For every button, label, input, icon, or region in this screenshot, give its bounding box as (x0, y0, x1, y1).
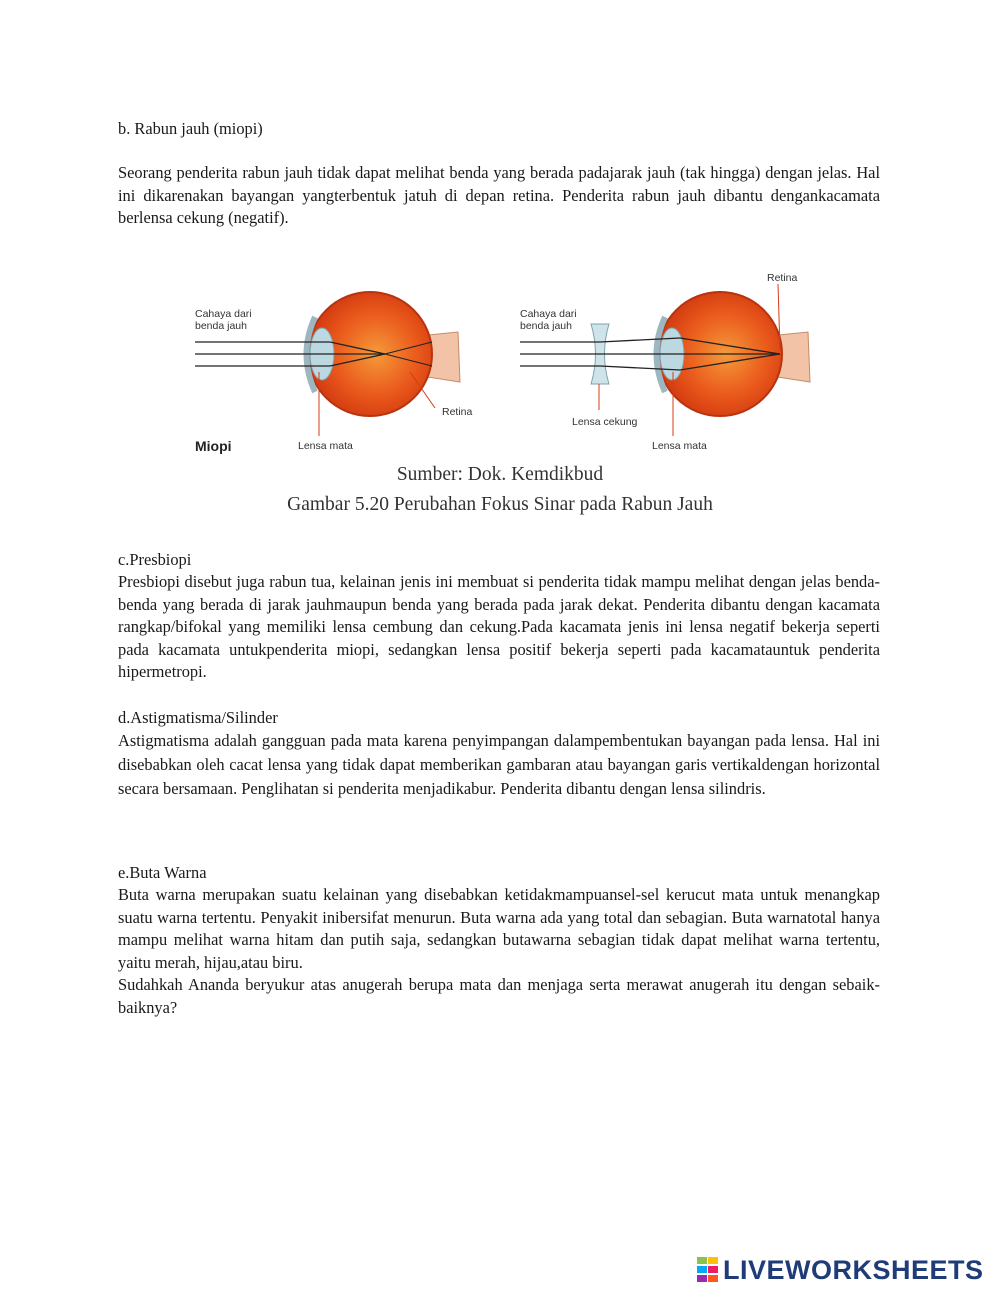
figure-source: Sumber: Dok. Kemdikbud (396, 464, 604, 485)
light-label-2: benda jauh (195, 320, 247, 332)
presbiopi-paragraph: Presbiopi disebut juga rabun tua, kelainan jenis ini membuat si penderita tidak mampu melihat dengan jelas benda-benda yang berada di jarak jauhmaupun benda yang berada pada jarak dekat. Penderita dibantu dengan kacamata rangkap/bifokal yang memiliki lensa cembung dan cekung.Pada kacamata jenis ini lensa negatif bekerja seperti pada kacamata untukpenderita miopi, sedangkan lensa positif bekerja seperti pada kacamatauntuk penderita hipermetropi. (118, 572, 880, 681)
lens-label: Lensa mata (652, 440, 707, 452)
astigmatisma-heading: d.Astigmatisma/Silinder (118, 708, 278, 727)
logo-icon (697, 1257, 719, 1283)
light-label: Cahaya dari (195, 308, 252, 320)
buta-warna-paragraph: Buta warna merupakan suatu kelainan yang disebabkan ketidakmampuansel-sel kerucut mata untuk menangkap suatu warna tertentu. Penyakit inibersifat menurun. Buta warna ada yang total dan sebagian. Buta warnatotal hanya mampu melihat warna hitam dan putih saja, sedangkan butawarna sebagian tidak dapat melihat warna tertentu, yaitu merah, hijau,atau biru. (118, 885, 880, 972)
liveworksheets-logo (697, 1255, 984, 1285)
miopi-heading: b. Rabun jauh (miopi) (118, 119, 263, 138)
buta-warna-heading: e.Buta Warna (118, 863, 207, 882)
light-label: Cahaya dari (520, 308, 577, 320)
closing-question: Sudahkah Ananda beryukur atas anugerah berupa mata dan menjaga serta merawat anugerah itu dengan sebaik-baiknya? (118, 975, 880, 1017)
figure-caption: Gambar 5.20 Perubahan Fokus Sinar pada Rabun Jauh (287, 494, 713, 515)
miopi-label: Miopi (195, 438, 232, 454)
retina-label: Retina (767, 272, 798, 284)
miopi-paragraph: Seorang penderita rabun jauh tidak dapat melihat benda yang berada padajarak jauh (tak hingga) dengan jelas. Hal ini dikarenakan bayangan yangterbentuk jatuh di depan retina. Penderita rabun jauh dibantu dengankacamata berlensa cekung (negatif). (118, 163, 880, 227)
concave-lens-label: Lensa cekung (572, 416, 638, 428)
light-label-2: benda jauh (520, 320, 572, 332)
logo-text: LIVEWORKSHEETS (723, 1254, 984, 1285)
left-eye (195, 292, 473, 454)
retina-label: Retina (442, 406, 473, 418)
right-eye (520, 272, 810, 452)
presbiopi-heading: c.Presbiopi (118, 550, 192, 569)
astigmatisma-paragraph: Astigmatisma adalah gangguan pada mata karena penyimpangan dalampembentukan bayangan pada lensa. Hal ini disebabkan oleh cacat lensa yang tidak dapat memberikan gambaran atau bayangan garis vertikaldengan horizontal secara bersamaan. Penglihatan si penderita menjadikabur. Penderita dibantu dengan lensa silindris. (118, 731, 880, 798)
myopia-eye-diagram (180, 262, 820, 462)
lens-label: Lensa mata (298, 440, 353, 452)
